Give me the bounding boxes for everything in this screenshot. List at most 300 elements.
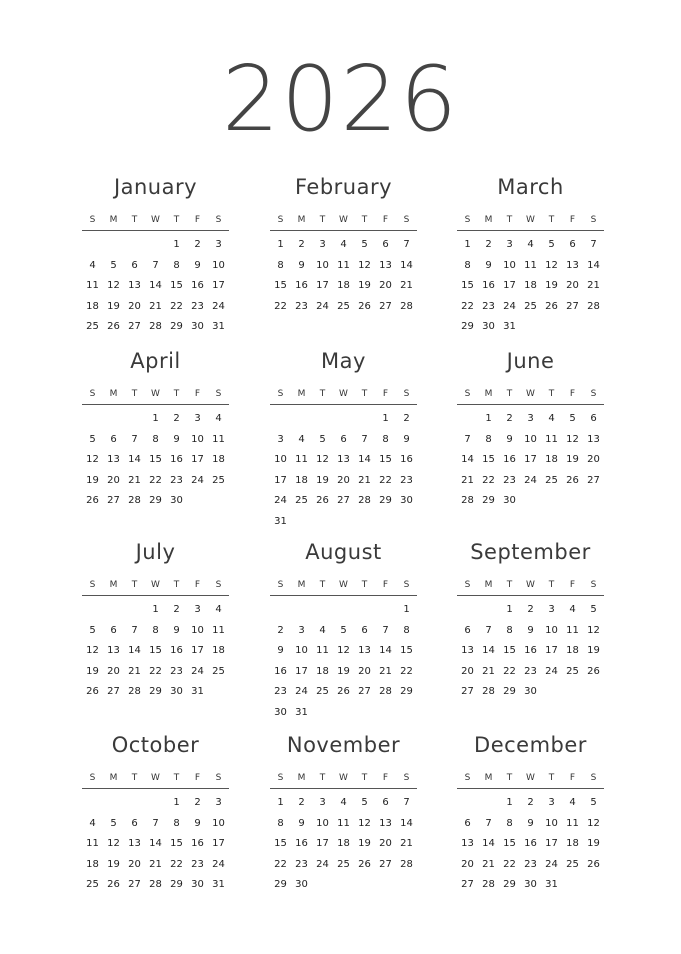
day-cell: 6	[590, 413, 597, 424]
day-cell: 19	[587, 645, 600, 656]
day-cell: 10	[191, 624, 204, 636]
day-cell: 27	[461, 879, 474, 890]
weekday-label: F	[382, 215, 389, 225]
day-cell: 26	[316, 495, 329, 506]
month-october	[82, 732, 229, 896]
day-cell: 13	[461, 645, 474, 656]
day-cell: 29	[461, 321, 474, 332]
day-cell: 18	[212, 454, 225, 465]
day-cell: 23	[191, 858, 204, 870]
day-cell: 19	[587, 838, 600, 849]
day-cell: 14	[587, 259, 600, 271]
day-cell: 13	[128, 280, 141, 291]
day-cell: 24	[545, 665, 558, 677]
day-cell: 26	[545, 300, 558, 312]
empty-cell	[145, 793, 166, 814]
day-cell: 3	[215, 239, 222, 250]
day-cell: 7	[361, 433, 368, 445]
day-cell: 4	[548, 413, 555, 424]
day-cell: 9	[403, 433, 410, 445]
weekday-header	[457, 212, 604, 231]
weekday-label: M	[109, 389, 118, 399]
month-june	[457, 348, 604, 512]
day-cell: 28	[482, 879, 495, 890]
day-cell: 4	[319, 624, 326, 636]
weekday-header	[270, 770, 417, 789]
weekday-label: W	[339, 215, 348, 225]
day-cell: 17	[545, 645, 558, 656]
day-cell: 29	[503, 879, 516, 890]
day-cell: 12	[107, 838, 120, 849]
weekday-label: S	[403, 389, 410, 399]
day-cell: 11	[295, 454, 308, 465]
weekday-label: F	[194, 215, 201, 225]
day-cell: 18	[316, 665, 329, 677]
empty-cell	[124, 409, 145, 430]
month-august	[270, 539, 417, 723]
day-cell: 17	[212, 838, 225, 849]
day-cell: 25	[337, 300, 350, 312]
empty-cell	[103, 793, 124, 814]
day-cell: 16	[274, 665, 287, 677]
month-name: April	[130, 349, 181, 373]
day-cell: 26	[107, 879, 120, 890]
day-cell: 9	[298, 817, 305, 829]
month-name: July	[135, 540, 176, 564]
day-cell: 10	[191, 433, 204, 445]
day-cell: 5	[110, 817, 117, 829]
empty-cell	[333, 600, 354, 621]
weekday-label: S	[89, 389, 96, 399]
day-cell: 4	[527, 239, 534, 250]
day-cell: 22	[379, 474, 392, 486]
weekday-label: S	[89, 215, 96, 225]
day-cell: 9	[506, 433, 513, 445]
weekday-label: F	[569, 389, 576, 399]
day-cell: 10	[524, 433, 537, 445]
weekday-label: S	[89, 773, 96, 783]
day-cell: 25	[337, 858, 350, 870]
day-cell: 8	[464, 259, 471, 271]
day-cell: 30	[482, 321, 495, 332]
weekday-header	[457, 577, 604, 596]
day-cell: 29	[400, 686, 413, 697]
day-cell: 3	[277, 433, 284, 445]
day-cell: 17	[316, 838, 329, 849]
day-cell: 14	[149, 280, 162, 291]
day-cell: 23	[524, 858, 537, 870]
day-cell: 8	[277, 817, 284, 829]
day-cell: 5	[361, 239, 368, 250]
day-cell: 3	[194, 604, 201, 615]
day-cell: 18	[295, 474, 308, 486]
day-grid	[457, 793, 604, 896]
weekday-label: W	[526, 580, 535, 590]
weekday-label: T	[173, 389, 180, 399]
day-cell: 29	[482, 495, 495, 506]
weekday-label: W	[526, 389, 535, 399]
month-january	[82, 174, 229, 338]
day-cell: 20	[128, 300, 141, 312]
month-name: October	[111, 733, 200, 757]
day-grid	[457, 409, 604, 512]
weekday-label: S	[464, 215, 471, 225]
day-cell: 1	[152, 604, 159, 615]
day-cell: 15	[149, 454, 162, 465]
day-cell: 22	[149, 474, 162, 486]
day-cell: 11	[212, 433, 225, 445]
day-cell: 31	[191, 686, 204, 697]
day-cell: 13	[379, 817, 392, 829]
day-cell: 30	[524, 879, 537, 890]
day-cell: 31	[212, 321, 225, 332]
day-cell: 25	[524, 300, 537, 312]
weekday-label: T	[548, 215, 555, 225]
empty-cell	[270, 600, 291, 621]
day-cell: 4	[340, 239, 347, 250]
day-cell: 2	[173, 604, 180, 615]
day-cell: 1	[277, 797, 284, 808]
month-december	[457, 732, 604, 896]
day-cell: 14	[400, 817, 413, 829]
day-cell: 6	[464, 624, 471, 636]
weekday-header	[270, 212, 417, 231]
day-cell: 31	[503, 321, 516, 332]
empty-cell	[291, 409, 312, 430]
weekday-header	[457, 386, 604, 405]
day-grid	[82, 793, 229, 896]
day-cell: 15	[379, 454, 392, 465]
empty-cell	[457, 409, 478, 430]
empty-cell	[478, 793, 499, 814]
weekday-label: T	[548, 773, 555, 783]
day-cell: 5	[110, 259, 117, 271]
day-cell: 15	[274, 838, 287, 849]
weekday-label: W	[339, 389, 348, 399]
day-cell: 15	[170, 280, 183, 291]
day-cell: 2	[485, 239, 492, 250]
day-cell: 6	[340, 433, 347, 445]
day-cell: 23	[170, 665, 183, 677]
day-cell: 30	[191, 879, 204, 890]
weekday-label: T	[173, 580, 180, 590]
day-cell: 16	[400, 454, 413, 465]
day-cell: 14	[482, 645, 495, 656]
day-cell: 23	[503, 474, 516, 486]
day-cell: 13	[107, 645, 120, 656]
day-cell: 7	[485, 624, 492, 636]
day-grid	[270, 409, 417, 532]
day-cell: 6	[131, 817, 138, 829]
day-cell: 12	[358, 817, 371, 829]
month-september	[457, 539, 604, 703]
day-cell: 24	[316, 858, 329, 870]
day-cell: 22	[482, 474, 495, 486]
day-cell: 16	[295, 280, 308, 291]
weekday-label: S	[590, 215, 597, 225]
day-cell: 8	[173, 259, 180, 271]
weekday-label: T	[131, 580, 138, 590]
day-cell: 6	[110, 624, 117, 636]
day-cell: 28	[482, 686, 495, 697]
day-cell: 24	[191, 665, 204, 677]
month-name: March	[497, 175, 564, 199]
day-cell: 4	[89, 259, 96, 271]
day-cell: 21	[482, 858, 495, 870]
day-cell: 27	[379, 300, 392, 312]
day-cell: 14	[358, 454, 371, 465]
weekday-label: S	[403, 215, 410, 225]
day-cell: 29	[149, 686, 162, 697]
day-cell: 17	[295, 665, 308, 677]
day-cell: 7	[152, 259, 159, 271]
weekday-label: M	[297, 773, 306, 783]
day-cell: 4	[569, 797, 576, 808]
month-name: June	[506, 349, 555, 373]
day-cell: 12	[86, 645, 99, 656]
day-cell: 15	[503, 645, 516, 656]
empty-cell	[312, 409, 333, 430]
day-cell: 24	[295, 686, 308, 697]
day-cell: 24	[524, 474, 537, 486]
weekday-label: W	[151, 389, 160, 399]
day-cell: 21	[379, 665, 392, 677]
day-cell: 21	[149, 858, 162, 870]
day-cell: 13	[461, 838, 474, 849]
month-name: February	[294, 175, 393, 199]
day-cell: 12	[337, 645, 350, 656]
month-november	[270, 732, 417, 896]
day-cell: 8	[403, 624, 410, 636]
day-cell: 10	[316, 259, 329, 271]
weekday-label: F	[194, 773, 201, 783]
day-cell: 20	[566, 280, 579, 291]
day-cell: 26	[86, 495, 99, 506]
day-cell: 1	[382, 413, 389, 424]
day-cell: 30	[400, 495, 413, 506]
weekday-label: S	[464, 580, 471, 590]
day-cell: 31	[212, 879, 225, 890]
day-cell: 9	[527, 817, 534, 829]
weekday-label: S	[215, 580, 222, 590]
day-cell: 17	[212, 280, 225, 291]
empty-cell	[291, 600, 312, 621]
day-cell: 9	[485, 259, 492, 271]
day-cell: 6	[569, 239, 576, 250]
day-cell: 22	[274, 858, 287, 870]
weekday-label: F	[382, 389, 389, 399]
day-cell: 9	[173, 433, 180, 445]
empty-cell	[82, 600, 103, 621]
day-grid	[457, 600, 604, 703]
day-cell: 17	[191, 645, 204, 656]
empty-cell	[457, 793, 478, 814]
day-cell: 16	[503, 454, 516, 465]
day-cell: 19	[86, 665, 99, 677]
day-cell: 10	[295, 645, 308, 656]
day-cell: 5	[319, 433, 326, 445]
day-cell: 13	[128, 838, 141, 849]
empty-cell	[124, 235, 145, 256]
day-cell: 10	[212, 259, 225, 271]
day-cell: 3	[527, 413, 534, 424]
day-cell: 28	[128, 686, 141, 697]
day-cell: 29	[379, 495, 392, 506]
day-cell: 28	[149, 879, 162, 890]
day-cell: 6	[382, 239, 389, 250]
day-cell: 11	[86, 838, 99, 849]
weekday-label: M	[484, 773, 493, 783]
day-cell: 19	[566, 454, 579, 465]
weekday-header	[82, 212, 229, 231]
day-cell: 17	[316, 280, 329, 291]
day-cell: 22	[461, 300, 474, 312]
day-cell: 8	[506, 817, 513, 829]
weekday-label: T	[361, 773, 368, 783]
day-cell: 11	[545, 433, 558, 445]
day-cell: 21	[587, 280, 600, 291]
day-cell: 2	[298, 797, 305, 808]
day-cell: 24	[274, 495, 287, 506]
day-cell: 16	[524, 838, 537, 849]
day-cell: 1	[403, 604, 410, 615]
day-grid	[82, 235, 229, 338]
day-cell: 23	[170, 474, 183, 486]
day-cell: 13	[358, 645, 371, 656]
weekday-label: W	[526, 773, 535, 783]
day-cell: 11	[316, 645, 329, 656]
day-cell: 22	[149, 665, 162, 677]
day-cell: 19	[358, 280, 371, 291]
day-cell: 9	[194, 817, 201, 829]
day-cell: 16	[191, 280, 204, 291]
day-cell: 15	[170, 838, 183, 849]
day-cell: 7	[131, 624, 138, 636]
weekday-label: M	[109, 773, 118, 783]
day-cell: 30	[524, 686, 537, 697]
day-cell: 1	[152, 413, 159, 424]
empty-cell	[82, 235, 103, 256]
day-cell: 1	[277, 239, 284, 250]
day-cell: 2	[277, 624, 284, 636]
day-cell: 25	[295, 495, 308, 506]
weekday-label: T	[131, 773, 138, 783]
day-cell: 26	[86, 686, 99, 697]
day-cell: 15	[503, 838, 516, 849]
day-cell: 7	[152, 817, 159, 829]
day-cell: 17	[503, 280, 516, 291]
weekday-label: M	[297, 215, 306, 225]
weekday-header	[270, 386, 417, 405]
day-cell: 26	[337, 686, 350, 697]
day-cell: 20	[379, 838, 392, 849]
day-cell: 28	[400, 858, 413, 870]
weekday-label: S	[277, 389, 284, 399]
day-cell: 8	[277, 259, 284, 271]
day-cell: 1	[485, 413, 492, 424]
empty-cell	[478, 600, 499, 621]
day-cell: 19	[107, 858, 120, 870]
day-cell: 17	[545, 838, 558, 849]
day-cell: 10	[545, 624, 558, 636]
day-cell: 23	[524, 665, 537, 677]
day-cell: 25	[212, 474, 225, 486]
day-cell: 2	[527, 604, 534, 615]
day-cell: 9	[298, 259, 305, 271]
day-cell: 27	[587, 474, 600, 486]
empty-cell	[333, 409, 354, 430]
day-cell: 12	[358, 259, 371, 271]
day-cell: 16	[482, 280, 495, 291]
day-cell: 18	[524, 280, 537, 291]
day-cell: 27	[337, 495, 350, 506]
day-cell: 2	[527, 797, 534, 808]
day-cell: 12	[545, 259, 558, 271]
day-cell: 11	[337, 259, 350, 271]
day-cell: 8	[152, 433, 159, 445]
day-cell: 12	[587, 624, 600, 636]
day-cell: 30	[170, 686, 183, 697]
day-cell: 20	[337, 474, 350, 486]
day-cell: 27	[107, 495, 120, 506]
day-cell: 25	[566, 665, 579, 677]
day-cell: 11	[212, 624, 225, 636]
empty-cell	[103, 600, 124, 621]
day-cell: 3	[319, 239, 326, 250]
day-cell: 19	[358, 838, 371, 849]
day-cell: 27	[128, 321, 141, 332]
weekday-label: S	[215, 389, 222, 399]
month-may	[270, 348, 417, 532]
day-cell: 11	[566, 624, 579, 636]
day-cell: 13	[107, 454, 120, 465]
day-cell: 19	[86, 474, 99, 486]
day-cell: 1	[506, 797, 513, 808]
day-cell: 5	[548, 239, 555, 250]
day-cell: 22	[170, 858, 183, 870]
day-cell: 14	[400, 259, 413, 271]
weekday-header	[82, 577, 229, 596]
empty-cell	[103, 409, 124, 430]
day-cell: 26	[587, 858, 600, 870]
day-cell: 20	[128, 858, 141, 870]
empty-cell	[124, 600, 145, 621]
weekday-header	[270, 577, 417, 596]
weekday-label: M	[297, 389, 306, 399]
day-cell: 28	[358, 495, 371, 506]
day-cell: 23	[482, 300, 495, 312]
day-cell: 13	[566, 259, 579, 271]
day-cell: 5	[361, 797, 368, 808]
month-april	[82, 348, 229, 512]
day-cell: 28	[128, 495, 141, 506]
weekday-label: T	[319, 580, 326, 590]
day-cell: 7	[403, 239, 410, 250]
day-cell: 22	[503, 665, 516, 677]
day-cell: 23	[400, 474, 413, 486]
weekday-label: T	[506, 215, 513, 225]
day-cell: 29	[274, 879, 287, 890]
day-cell: 8	[152, 624, 159, 636]
day-cell: 25	[212, 665, 225, 677]
day-cell: 11	[337, 817, 350, 829]
day-cell: 17	[274, 474, 287, 486]
empty-cell	[354, 600, 375, 621]
weekday-label: F	[194, 389, 201, 399]
day-cell: 15	[482, 454, 495, 465]
day-cell: 20	[358, 665, 371, 677]
empty-cell	[82, 793, 103, 814]
